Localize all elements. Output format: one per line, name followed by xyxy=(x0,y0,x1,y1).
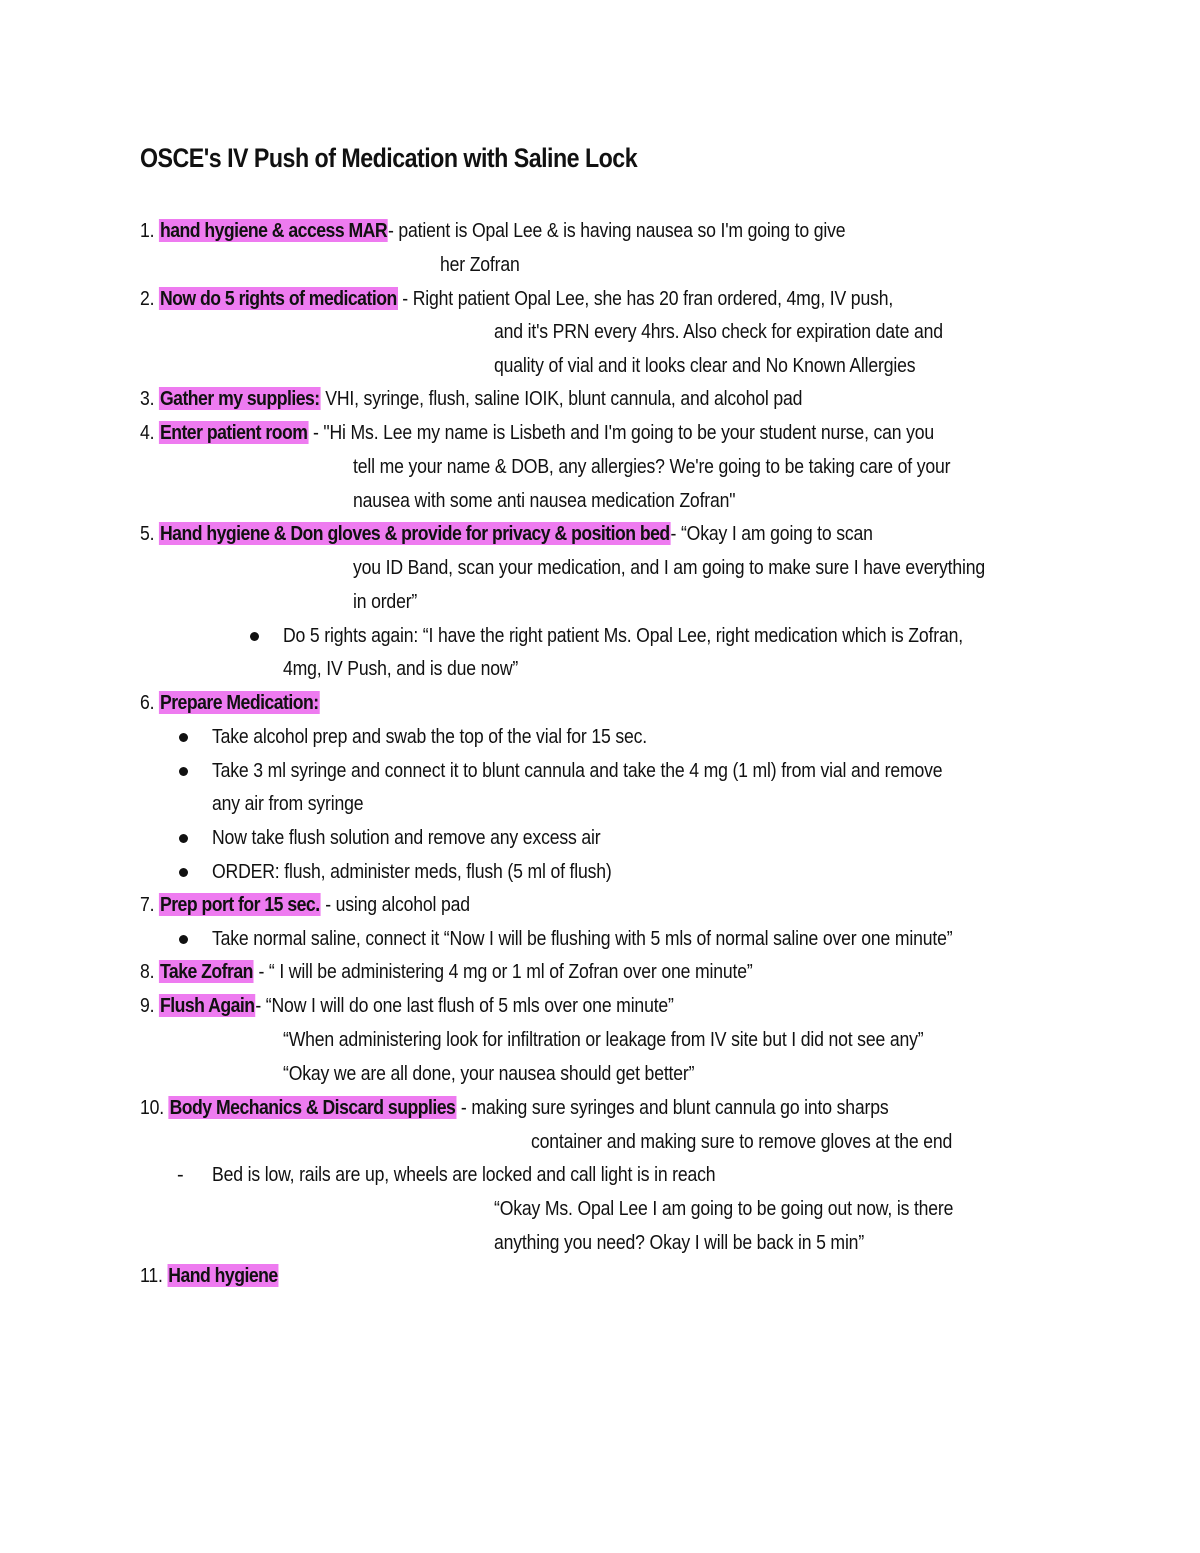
step-6-bullet: ORDER: flush, administer meds, flush (5 ml of flush) xyxy=(212,860,612,883)
dash-marker: - xyxy=(177,1164,184,1186)
step-8-text: - “ I will be administering 4 mg or 1 ml of Zofran over one minute” xyxy=(253,960,753,983)
step-6-bullet: Take 3 ml syringe and connect it to blunt cannula and take the 4 mg (1 ml) from vial and remove xyxy=(212,759,943,782)
step-5-bullet-continuation: 4mg, IV Push, and is due now” xyxy=(283,657,519,680)
step-10-continuation: container and making sure to remove gloves at the end xyxy=(531,1130,953,1153)
step-9-continuation: “Okay we are all done, your nausea should get better” xyxy=(283,1062,695,1085)
step-7-text: - using alcohol pad xyxy=(320,893,470,916)
step-2: 2. Now do 5 rights of medication - Right patient Opal Lee, she has 20 fran ordered, 4mg, IV push, xyxy=(140,287,894,310)
bullet-icon xyxy=(179,868,188,877)
step-4-continuation: tell me your name & DOB, any allergies? We're going to be taking care of your xyxy=(353,455,951,478)
step-2-continuation: and it's PRN every 4hrs. Also check for expiration date and xyxy=(494,320,943,343)
step-10-text: - making sure syringes and blunt cannula go into sharps xyxy=(456,1096,889,1119)
step-9-heading: Flush Again xyxy=(159,994,255,1017)
step-9-text: - “Now I will do one last flush of 5 mls over one minute” xyxy=(255,994,674,1017)
step-7-bullet: Take normal saline, connect it “Now I will be flushing with 5 mls of normal saline over one minute” xyxy=(212,927,953,950)
step-8: 8. Take Zofran - “ I will be administering 4 mg or 1 ml of Zofran over one minute” xyxy=(140,960,753,983)
step-4-continuation: nausea with some anti nausea medication Zofran" xyxy=(353,489,736,512)
step-5-text: - “Okay I am going to scan xyxy=(670,522,873,545)
step-1-text: - patient is Opal Lee & is having nausea so I'm going to give xyxy=(387,219,846,242)
step-10-quote: “Okay Ms. Opal Lee I am going to be going out now, is there xyxy=(494,1197,954,1220)
bullet-icon xyxy=(179,834,188,843)
step-1-heading: hand hygiene & access MAR xyxy=(159,219,388,242)
step-5-continuation: in order” xyxy=(353,590,418,613)
step-4-text: - "Hi Ms. Lee my name is Lisbeth and I'm going to be your student nurse, can you xyxy=(308,421,935,444)
step-7: 7. Prep port for 15 sec. - using alcohol pad xyxy=(140,893,470,916)
step-9: 9. Flush Again- “Now I will do one last flush of 5 mls over one minute” xyxy=(140,994,674,1017)
step-7-heading: Prep port for 15 sec. xyxy=(159,893,320,916)
step-6: 6. Prepare Medication: xyxy=(140,691,319,714)
step-6-bullet: Take alcohol prep and swab the top of the vial for 15 sec. xyxy=(212,725,647,748)
step-8-heading: Take Zofran xyxy=(159,960,253,983)
step-6-bullet: Now take flush solution and remove any excess air xyxy=(212,826,601,849)
step-10-dash-item: Bed is low, rails are up, wheels are locked and call light is in reach xyxy=(212,1163,716,1186)
step-11-heading: Hand hygiene xyxy=(168,1264,278,1287)
step-1-continuation: her Zofran xyxy=(440,253,520,276)
step-2-text: - Right patient Opal Lee, she has 20 fran ordered, 4mg, IV push, xyxy=(397,287,894,310)
bullet-icon xyxy=(179,935,188,944)
step-6-heading: Prepare Medication: xyxy=(159,691,319,714)
step-5-continuation: you ID Band, scan your medication, and I am going to make sure I have everything xyxy=(353,556,986,579)
step-11: 11. Hand hygiene xyxy=(140,1264,278,1287)
step-2-heading: Now do 5 rights of medication xyxy=(159,287,397,310)
step-1: 1. hand hygiene & access MAR- patient is Opal Lee & is having nausea so I'm going to give xyxy=(140,219,846,242)
bullet-icon xyxy=(179,767,188,776)
step-9-continuation: “When administering look for infiltration or leakage from IV site but I did not see any” xyxy=(283,1028,924,1051)
step-10-quote: anything you need? Okay I will be back in 5 min” xyxy=(494,1231,865,1254)
step-5-heading: Hand hygiene & Don gloves & provide for privacy & position bed xyxy=(159,522,670,545)
step-3: 3. Gather my supplies: VHI, syringe, flush, saline IOIK, blunt cannula, and alcohol pad xyxy=(140,387,803,410)
document-title: OSCE's IV Push of Medication with Saline Lock xyxy=(140,143,638,173)
step-10-heading: Body Mechanics & Discard supplies xyxy=(169,1096,456,1119)
step-5-bullet: Do 5 rights again: “I have the right patient Ms. Opal Lee, right medication which is Zofran, xyxy=(283,624,963,647)
step-10: 10. Body Mechanics & Discard supplies - making sure syringes and blunt cannula go into sharps xyxy=(140,1096,889,1119)
step-4-heading: Enter patient room xyxy=(159,421,308,444)
step-4: 4. Enter patient room - "Hi Ms. Lee my name is Lisbeth and I'm going to be your student nurse, can you xyxy=(140,421,935,444)
step-5: 5. Hand hygiene & Don gloves & provide for privacy & position bed- “Okay I am going to scan xyxy=(140,522,873,545)
step-6-bullet-continuation: any air from syringe xyxy=(212,792,364,815)
bullet-icon xyxy=(179,733,188,742)
step-3-text: VHI, syringe, flush, saline IOIK, blunt cannula, and alcohol pad xyxy=(320,387,803,410)
step-2-continuation: quality of vial and it looks clear and No Known Allergies xyxy=(494,354,916,377)
bullet-icon xyxy=(250,632,259,641)
step-3-heading: Gather my supplies: xyxy=(159,387,320,410)
